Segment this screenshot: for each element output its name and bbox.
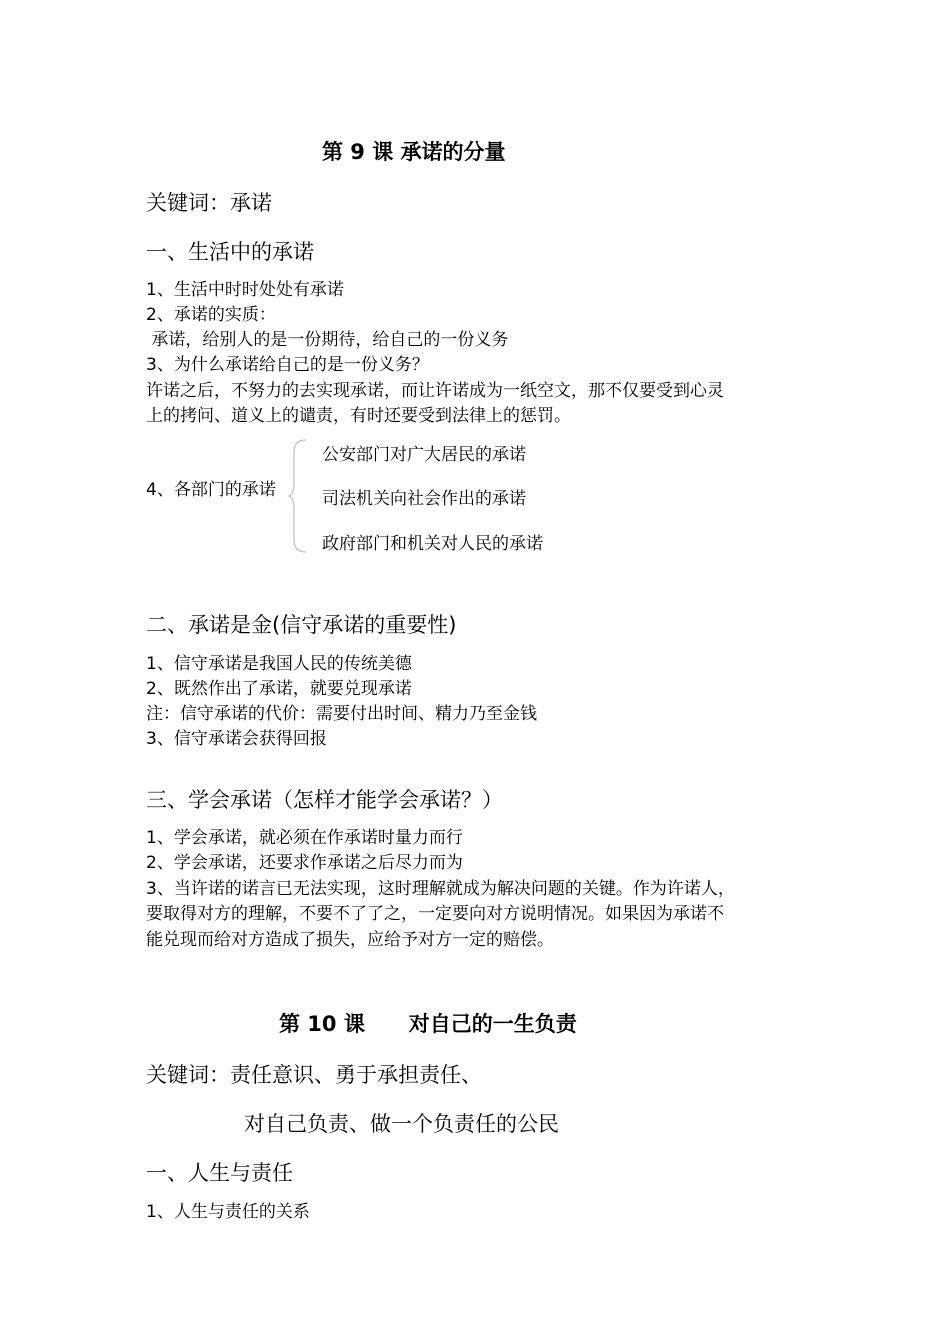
paragraph-line: 3、信守承诺会获得回报 [146, 729, 327, 749]
paragraph-line: 要取得对方的理解，不要不了了之，一定要向对方说明情况。如果因为承诺不 [146, 904, 724, 924]
paragraph-line: 1、信守承诺是我国人民的传统美德 [146, 654, 412, 674]
paragraph-line: 1、学会承诺，就必须在作承诺时量力而行 [146, 828, 463, 848]
paragraph-line: 上的拷问、道义上的谴责，有时还要受到法律上的惩罚。 [146, 406, 571, 426]
lesson9-title: 第 9 课 承诺的分量 [322, 140, 506, 164]
paragraph-line: 1、人生与责任的关系 [146, 1202, 310, 1222]
department-item: 司法机关向社会作出的承诺 [322, 489, 526, 509]
section-heading: 二、承诺是金(信守承诺的重要性) [146, 613, 457, 637]
department-item: 公安部门对广大居民的承诺 [322, 445, 526, 465]
paragraph-line: 承诺，给别人的是一份期待，给自己的一份义务 [146, 330, 509, 350]
paragraph-line: 2、承诺的实质： [146, 305, 276, 325]
lesson10-title: 第 10 课 对自己的一生负责 [279, 1012, 577, 1036]
paragraph-line: 能兑现而给对方造成了损失，应给予对方一定的赔偿。 [146, 930, 554, 950]
lesson10-keywords-continued: 对自己负责、做一个负责任的公民 [244, 1112, 559, 1136]
lesson10-keywords: 关键词：责任意识、勇于承担责任、 [146, 1063, 482, 1087]
paragraph-line: 2、既然作出了承诺，就要兑现承诺 [146, 679, 412, 699]
section-heading: 一、人生与责任 [146, 1161, 293, 1185]
paragraph-line: 3、当许诺的诺言已无法实现，这时理解就成为解决问题的关键。作为许诺人， [146, 879, 735, 899]
paragraph-line: 2、学会承诺，还要求作承诺之后尽力而为 [146, 853, 463, 873]
paragraph-line: 3、为什么承诺给自己的是一份义务？ [146, 355, 429, 375]
lesson9-keywords: 关键词：承诺 [146, 191, 272, 215]
department-item: 政府部门和机关对人民的承诺 [322, 534, 543, 554]
section-heading: 三、学会承诺（怎样才能学会承诺？） [146, 788, 503, 812]
paragraph-line: 许诺之后，不努力的去实现承诺，而让许诺成为一纸空文，那不仅要受到心灵 [146, 381, 724, 401]
paragraph-line: 注：信守承诺的代价：需要付出时间、精力乃至金钱 [146, 704, 537, 724]
curly-brace-icon [288, 438, 308, 554]
section-heading: 一、生活中的承诺 [146, 240, 314, 264]
departments-label: 4、各部门的承诺 [146, 480, 276, 500]
paragraph-line: 1、生活中时时处处有承诺 [146, 280, 344, 300]
